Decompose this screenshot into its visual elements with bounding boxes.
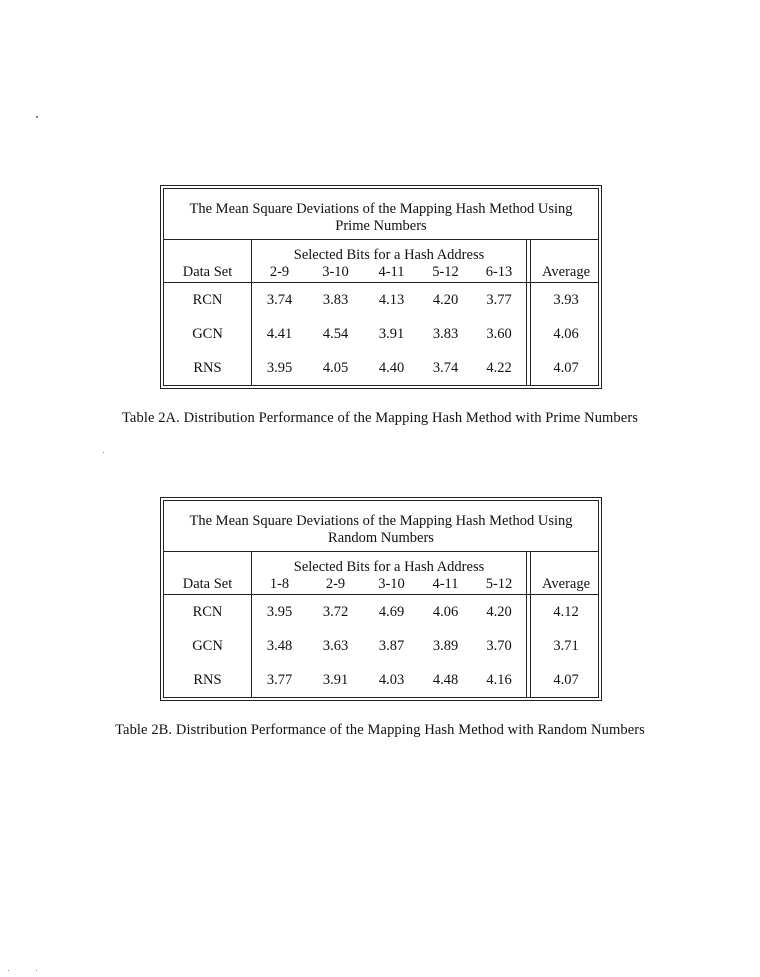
table-body: [164, 240, 598, 385]
table-cell: 3.83: [432, 326, 459, 342]
table-row: [164, 317, 598, 351]
table-cell: 3.89: [432, 638, 459, 654]
row-label: RCN: [192, 292, 223, 308]
header-cell: 2-9: [269, 264, 290, 280]
table-cell: 3.95: [266, 360, 293, 376]
table-row: [164, 351, 598, 385]
header-cell: Average: [541, 576, 591, 592]
table-cell: 4.22: [486, 360, 512, 376]
table-cell: 4.07: [553, 672, 579, 688]
table-cell: 4.20: [486, 604, 512, 620]
table-caption: Table 2B. Distribution Performance of the Mapping Hash Method with Random Numbers: [115, 722, 645, 738]
table-cell: 3.60: [486, 326, 512, 342]
column-group-label: Selected Bits for a Hash Address: [293, 247, 485, 263]
table-2a: [160, 185, 602, 389]
table-cell: 4.06: [432, 604, 459, 620]
row-label: RCN: [192, 604, 223, 620]
table-cell: 4.13: [378, 292, 405, 308]
header-cell: 4-11: [378, 264, 405, 280]
table-cell: 3.77: [486, 292, 512, 308]
row-label: GCN: [192, 638, 223, 654]
row-label: GCN: [192, 326, 223, 342]
header-cell: 5-12: [485, 576, 513, 592]
table-cell: 3.74: [432, 360, 459, 376]
scan-speck: [103, 452, 104, 453]
header-cell: 2-9: [325, 576, 346, 592]
table-row: [164, 283, 598, 317]
header-row: [164, 240, 598, 283]
column-group-label: Selected Bits for a Hash Address: [293, 559, 485, 575]
row-label: RNS: [193, 360, 222, 376]
header-cell: Data Set: [182, 264, 233, 280]
header-cell: 4-11: [432, 576, 459, 592]
table-title: The Mean Square Deviations of the Mapping Hash Method Using Random Numbers: [164, 501, 598, 552]
header-row: [164, 552, 598, 595]
table-cell: 3.77: [266, 672, 293, 688]
table-row: [164, 663, 598, 697]
header-cell: 6-13: [485, 264, 513, 280]
table-cell: 4.41: [266, 326, 293, 342]
scan-speck: [8, 970, 9, 971]
table-cell: 4.54: [322, 326, 349, 342]
header-cell: 3-10: [378, 576, 405, 592]
header-cell: Data Set: [182, 576, 233, 592]
table-cell: 4.48: [432, 672, 459, 688]
table-caption: Table 2A. Distribution Performance of the Mapping Hash Method with Prime Numbers: [121, 410, 638, 426]
table-cell: 4.20: [432, 292, 459, 308]
table-cell: 4.40: [378, 360, 405, 376]
header-cell: Average: [541, 264, 591, 280]
table-cell: 3.74: [266, 292, 293, 308]
table-cell: 3.91: [378, 326, 405, 342]
table-cell: 3.72: [322, 604, 349, 620]
table-cell: 3.87: [378, 638, 405, 654]
table-cell: 4.16: [486, 672, 512, 688]
table-row: [164, 629, 598, 663]
table-cell: 4.05: [322, 360, 349, 376]
table-cell: 4.12: [553, 604, 579, 620]
table-2b: [160, 497, 602, 701]
table-cell: 3.93: [553, 292, 579, 308]
scan-speck: [36, 116, 38, 118]
table-cell: 4.69: [378, 604, 405, 620]
table-cell: 3.48: [266, 638, 293, 654]
table-cell: 3.95: [266, 604, 293, 620]
table-cell: 4.06: [553, 326, 579, 342]
table-body: [164, 552, 598, 697]
table-title: The Mean Square Deviations of the Mapping Hash Method Using Prime Numbers: [164, 189, 598, 240]
header-cell: 1-8: [269, 576, 290, 592]
scan-speck: [36, 970, 37, 971]
header-cell: 5-12: [432, 264, 459, 280]
table-cell: 3.91: [322, 672, 349, 688]
table-row: [164, 595, 598, 629]
table-cell: 4.03: [378, 672, 405, 688]
header-cell: 3-10: [322, 264, 349, 280]
table-cell: 3.83: [322, 292, 349, 308]
table-cell: 4.07: [553, 360, 579, 376]
row-label: RNS: [193, 672, 222, 688]
table-cell: 3.63: [322, 638, 349, 654]
table-cell: 3.71: [553, 638, 579, 654]
table-cell: 3.70: [486, 638, 512, 654]
